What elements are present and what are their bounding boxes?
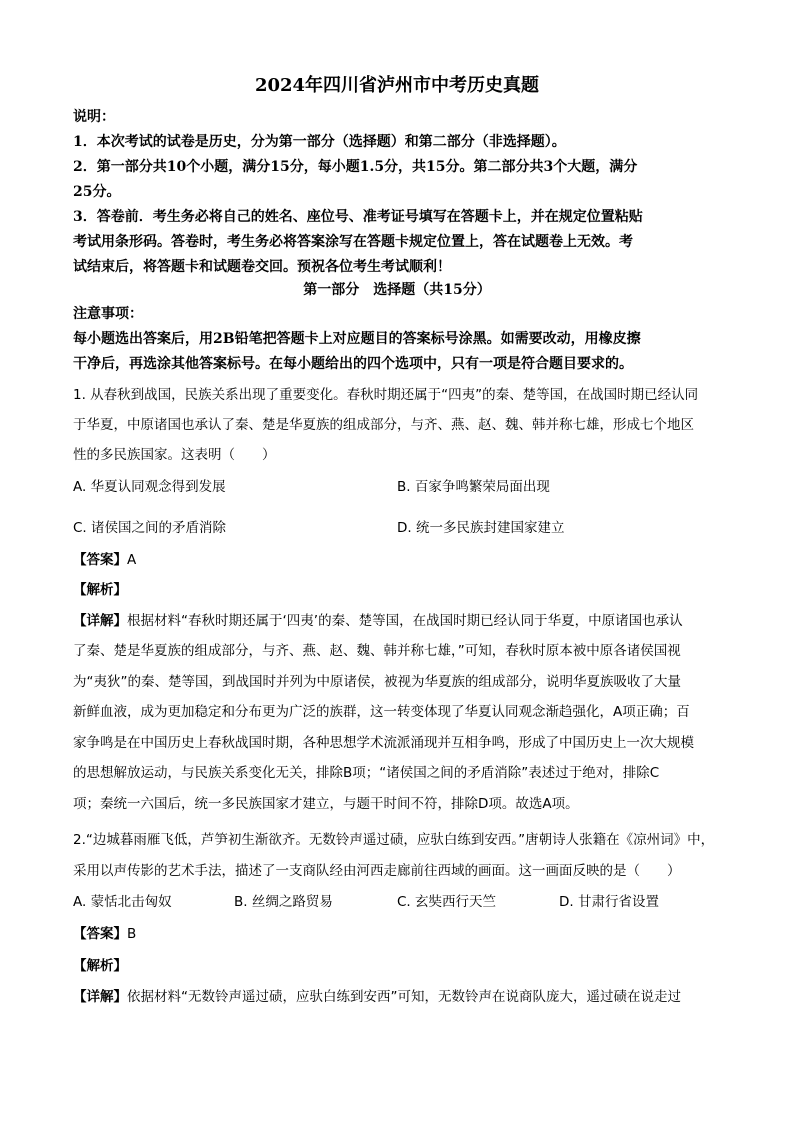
section-title: 第一部分 选择题（共15分） <box>303 282 491 298</box>
q2-option-a: A. 蒙恬北击匈奴 <box>73 894 172 910</box>
instruction-line: 试结束后，将答题卡和试题卷交回。预祝各位考生考试顺利！ <box>73 259 451 275</box>
q1-stem-line: 1. 从春秋到战国，民族关系出现了重要变化。春秋时期还属于“四夷”的秦、楚等国，在战国时期已经认同 <box>73 387 699 403</box>
answer-tag: 【答案】 <box>73 926 127 942</box>
q1-detail-line <box>73 609 683 629</box>
detail-text: 根据材料“春秋时期还属于‘四夷’的秦、楚等国，在战国时期已经认同于华夏，中原诸国也承认 <box>127 613 683 629</box>
q2-stem-line: 采用以声传影的艺术手法，描述了一支商队经由河西走廊前往西域的画面。这一画面反映的是（ ） <box>73 863 681 879</box>
analysis-tag: 【解析】 <box>73 958 127 974</box>
answer-value: A <box>127 552 137 568</box>
q1-option-d: D. 统一多民族封建国家建立 <box>397 520 565 536</box>
q2-option-b: B. 丝绸之路贸易 <box>234 894 333 910</box>
instruction-line: 3．答卷前．考生务必将自己的姓名、座位号、准考证号填写在答题卡上，并在规定位置粘贴 <box>73 209 643 225</box>
q2-option-d: D. 甘肃行省设置 <box>559 894 659 910</box>
instruction-line: 1．本次考试的试卷是历史，分为第一部分（选择题）和第二部分（非选择题）。 <box>73 134 566 150</box>
q2-analysis-tag <box>73 954 127 974</box>
q2-stem-line: 2.“边城暮雨雁飞低，芦笋初生渐欲齐。无数铃声遥过碛，应驮白练到安西。”唐朝诗人张籍在《凉州词》中， <box>73 832 715 848</box>
page-title: 2024年四川省泸州市中考历史真题 <box>254 75 540 96</box>
q1-option-c: C. 诸侯国之间的矛盾消除 <box>73 520 227 536</box>
q1-option-b: B. 百家争鸣繁荣局面出现 <box>397 479 550 495</box>
q1-stem-line: 性的多民族国家。这表明（ ） <box>73 447 276 463</box>
instruction-line: 考试用条形码。答卷时，考生务必将答案涂写在答题卡规定位置上，答在试题卷上无效。考 <box>73 234 633 250</box>
q2-answer-line <box>73 922 136 942</box>
q1-detail-line: 家争鸣是在中国历史上春秋战国时期，各种思想学术流派涌现并互相争鸣，形成了中国历史上一次大规模 <box>73 735 694 751</box>
q1-analysis-tag <box>73 578 127 598</box>
answer-tag: 【答案】 <box>73 552 127 568</box>
q1-detail-line: 新鲜血液，成为更加稳定和分布更为广泛的族群，这一转变体现了华夏认同观念渐趋强化，A项正确；百 <box>73 704 690 720</box>
analysis-tag: 【解析】 <box>73 582 127 598</box>
notes-line: 每小题选出答案后，用2B铅笔把答题卡上对应题目的答案标号涂黑。如需要改动，用橡皮擦 <box>73 331 641 347</box>
notes-line: 干净后，再选涂其他答案标号。在每小题给出的四个选项中，只有一项是符合题目要求的。 <box>73 356 633 372</box>
detail-tag: 【详解】 <box>73 989 127 1005</box>
q1-answer-line <box>73 548 136 568</box>
q1-option-a: A. 华夏认同观念得到发展 <box>73 479 226 495</box>
notes-heading: 注意事项： <box>73 306 143 322</box>
instruction-line: 2．第一部分共10个小题，满分15分，每小题1.5分，共15分。第二部分共3个大题，满分 <box>73 159 638 175</box>
q2-detail-line <box>73 985 681 1005</box>
q1-detail-line: 为“夷狄”的秦、楚等国，到战国时并列为中原诸侯，被视为华夏族的组成部分，说明华夏族吸收了大量 <box>73 674 681 690</box>
q2-option-c: C. 玄奘西行天竺 <box>397 894 497 910</box>
q1-stem-line: 于华夏，中原诸国也承认了秦、楚是华夏族的组成部分，与齐、燕、赵、魏、韩并称七雄，形成七个地区 <box>73 417 694 433</box>
q1-detail-line: 项；秦统一六国后，统一多民族国家才建立，与题干时间不符，排除D项。故选A项。 <box>73 796 579 812</box>
q1-detail-line: 了秦、楚是华夏族的组成部分，与齐、燕、赵、魏、韩并称七雄，”可知，春秋时原本被中原各诸侯国视 <box>73 643 681 659</box>
detail-tag: 【详解】 <box>73 613 127 629</box>
q1-detail-line: 的思想解放运动，与民族关系变化无关，排除B项；“诸侯国之间的矛盾消除”表述过于绝对，排除C <box>73 765 660 781</box>
instructions-heading: 说明： <box>73 109 115 125</box>
instruction-line: 25分。 <box>73 184 121 200</box>
detail-text: 依据材料“无数铃声遥过碛，应驮白练到安西”可知，无数铃声在说商队庞大，遥过碛在说走过 <box>127 989 681 1005</box>
answer-value: B <box>127 926 137 942</box>
